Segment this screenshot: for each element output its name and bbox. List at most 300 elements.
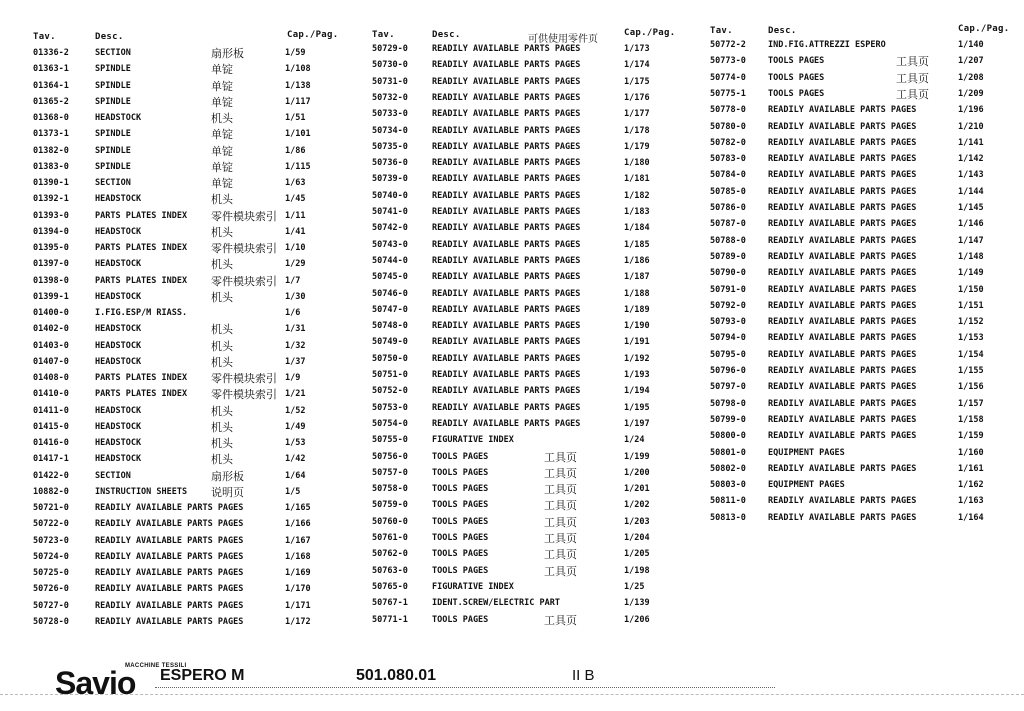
cap-page: 1/154	[958, 349, 984, 360]
cap-page: 1/155	[958, 366, 984, 376]
tav-number: 50784-0	[710, 170, 746, 181]
cap-page: 1/176	[624, 92, 650, 103]
cap-page: 1/152	[958, 317, 984, 328]
cap-page: 1/189	[624, 304, 650, 315]
chinese-description: 工具页	[544, 450, 577, 464]
cap-page: 1/108	[285, 64, 311, 75]
description: READILY AVAILABLE PARTS PAGES	[768, 251, 917, 262]
description: READILY AVAILABLE PARTS PAGES	[95, 568, 244, 578]
description: IND.FIG.ATTREZZI ESPERO	[768, 40, 886, 50]
chinese-description: 说明页	[211, 485, 244, 499]
cap-page: 1/177	[624, 109, 650, 120]
tav-number: 50788-0	[710, 235, 746, 246]
tav-number: 50748-0	[372, 321, 408, 332]
chinese-description: 机头	[211, 323, 233, 337]
cap-page: 1/169	[285, 568, 311, 578]
cap-page: 1/63	[285, 178, 306, 188]
description: TOOLS PAGES	[432, 500, 489, 511]
tav-number: 50782-0	[710, 137, 746, 148]
tav-number: 50733-0	[372, 109, 408, 120]
description: READILY AVAILABLE PARTS PAGES	[768, 121, 917, 132]
tav-number: 50792-0	[710, 300, 746, 311]
description: READILY AVAILABLE PARTS PAGES	[432, 239, 581, 250]
description: READILY AVAILABLE PARTS PAGES	[432, 337, 581, 348]
tav-number: 50725-0	[33, 568, 69, 578]
footer-rule	[155, 687, 775, 689]
tav-number: 50773-0	[710, 56, 746, 67]
description: READILY AVAILABLE PARTS PAGES	[768, 203, 917, 213]
cap-page: 1/187	[624, 272, 650, 283]
tav-number: 50798-0	[710, 398, 746, 409]
chinese-description: 单锭	[211, 63, 233, 77]
tav-number: 50730-0	[372, 60, 408, 71]
description: READILY AVAILABLE PARTS PAGES	[432, 125, 581, 136]
tav-number: 01411-0	[33, 405, 69, 416]
tav-number: 50729-0	[372, 44, 408, 54]
tav-number: 50793-0	[710, 317, 746, 328]
chinese-description: 扇形板	[211, 47, 244, 60]
description: READILY AVAILABLE PARTS PAGES	[432, 304, 581, 315]
description: READILY AVAILABLE PARTS PAGES	[768, 137, 917, 148]
cap-page: 1/101	[285, 129, 311, 140]
tav-number: 10882-0	[33, 486, 69, 497]
description: SPINDLE	[95, 80, 131, 91]
tav-number: 50794-0	[710, 333, 746, 344]
tav-number: 50803-0	[710, 480, 746, 491]
cap-page: 1/183	[624, 207, 650, 217]
chinese-description: 扇形板	[211, 469, 244, 483]
description: HEADSTOCK	[95, 324, 142, 335]
tav-number: 01383-0	[33, 161, 69, 172]
tav-number: 01363-1	[33, 64, 69, 75]
cap-page: 1/6	[285, 308, 301, 318]
tav-number: 50780-0	[710, 121, 746, 132]
cap-page: 1/206	[624, 614, 650, 625]
description: HEADSTOCK	[95, 356, 142, 367]
tav-number: 50802-0	[710, 463, 746, 474]
cap-page: 1/157	[958, 398, 984, 409]
chinese-description: 工具页	[544, 483, 577, 497]
cap-page: 1/49	[285, 421, 306, 432]
tav-number: 50732-0	[372, 92, 408, 103]
chinese-description: 工具页	[544, 466, 577, 480]
cap-page: 1/32	[285, 340, 306, 351]
description: PARTS PLATES INDEX	[95, 373, 188, 383]
description: READILY AVAILABLE PARTS PAGES	[432, 207, 581, 217]
cap-page: 1/139	[624, 598, 650, 609]
cap-page: 1/203	[624, 516, 650, 527]
description: READILY AVAILABLE PARTS PAGES	[432, 353, 581, 364]
tav-number: 50731-0	[372, 76, 408, 87]
description: HEADSTOCK	[95, 454, 142, 465]
cap-page: 1/209	[958, 88, 984, 99]
description: TOOLS PAGES	[432, 533, 489, 543]
chinese-description: 机头	[211, 355, 233, 369]
chinese-description: 机头	[211, 225, 233, 239]
cap-page: 1/140	[958, 40, 984, 50]
tav-number: 50722-0	[33, 519, 69, 530]
cap-page: 1/196	[958, 105, 984, 116]
description: READILY AVAILABLE PARTS PAGES	[768, 317, 917, 328]
description: READILY AVAILABLE PARTS PAGES	[768, 349, 917, 360]
chinese-description: 单锭	[211, 95, 233, 109]
description: READILY AVAILABLE PARTS PAGES	[432, 76, 581, 87]
description: READILY AVAILABLE PARTS PAGES	[768, 300, 917, 311]
chinese-description: 零件模块索引	[211, 372, 277, 385]
cap-page: 1/161	[958, 463, 984, 474]
cap-page: 1/159	[958, 431, 984, 442]
tav-number: 01415-0	[33, 421, 69, 432]
chinese-description: 零件模块索引	[211, 274, 277, 288]
description: READILY AVAILABLE PARTS PAGES	[432, 174, 581, 185]
description: READILY AVAILABLE PARTS PAGES	[432, 370, 581, 380]
description: EQUIPMENT PAGES	[768, 480, 845, 491]
chinese-description: 工具页	[544, 564, 577, 578]
cap-page: 1/5	[285, 486, 301, 497]
chinese-description: 工具页	[896, 87, 929, 101]
description: READILY AVAILABLE PARTS PAGES	[768, 431, 917, 442]
description: READILY AVAILABLE PARTS PAGES	[95, 551, 244, 562]
description: READILY AVAILABLE PARTS PAGES	[768, 219, 917, 230]
tav-number: 50754-0	[372, 418, 408, 429]
cap-page: 1/146	[958, 219, 984, 230]
description: READILY AVAILABLE PARTS PAGES	[432, 44, 581, 54]
tav-number: 50724-0	[33, 551, 69, 562]
description: READILY AVAILABLE PARTS PAGES	[432, 92, 581, 103]
description: READILY AVAILABLE PARTS PAGES	[432, 223, 581, 234]
description: SECTION	[95, 178, 131, 188]
description: SECTION	[95, 470, 131, 481]
description: READILY AVAILABLE PARTS PAGES	[768, 186, 917, 197]
chinese-description: 工具页	[544, 548, 577, 562]
cap-page: 1/167	[285, 535, 311, 546]
cap-page: 1/7	[285, 275, 301, 286]
description: TOOLS PAGES	[432, 467, 489, 478]
tav-number: 50772-2	[710, 40, 746, 50]
tav-number: 01403-0	[33, 340, 69, 351]
tav-number: 01395-0	[33, 243, 69, 253]
cap-page: 1/171	[285, 600, 311, 611]
tav-number: 50752-0	[372, 386, 408, 397]
description: HEADSTOCK	[95, 421, 142, 432]
cap-page: 1/158	[958, 414, 984, 425]
cap-page: 1/10	[285, 243, 306, 253]
description: SPINDLE	[95, 96, 131, 107]
tav-number: 01390-1	[33, 178, 69, 188]
tav-number: 01368-0	[33, 113, 69, 123]
chinese-description: 机头	[211, 290, 233, 304]
cap-page: 1/25	[624, 581, 645, 592]
chinese-description: 工具页	[544, 532, 577, 545]
cap-page: 1/163	[958, 496, 984, 507]
description: READILY AVAILABLE PARTS PAGES	[768, 414, 917, 425]
tav-number: 01365-2	[33, 96, 69, 107]
description: EQUIPMENT PAGES	[768, 447, 845, 458]
cap-page: 1/147	[958, 235, 984, 246]
header-cap-pag: Cap./Pag.	[624, 28, 676, 38]
cap-page: 1/186	[624, 255, 650, 266]
tav-number: 50799-0	[710, 414, 746, 425]
header-cap-pag: Cap./Pag.	[287, 30, 339, 40]
tav-number: 50721-0	[33, 503, 69, 513]
tav-number: 50795-0	[710, 349, 746, 360]
header-desc: Desc.	[95, 32, 124, 42]
description: READILY AVAILABLE PARTS PAGES	[768, 284, 917, 295]
cap-page: 1/31	[285, 324, 306, 335]
description: READILY AVAILABLE PARTS PAGES	[432, 272, 581, 283]
tav-number: 50783-0	[710, 154, 746, 165]
tav-number: 50741-0	[372, 207, 408, 217]
cap-page: 1/175	[624, 76, 650, 87]
cap-page: 1/59	[285, 48, 306, 58]
description: SPINDLE	[95, 64, 131, 75]
description: READILY AVAILABLE PARTS PAGES	[432, 158, 581, 169]
tav-number: 50726-0	[33, 584, 69, 595]
chinese-description: 单锭	[211, 160, 233, 174]
tav-number: 50744-0	[372, 255, 408, 266]
cap-page: 1/21	[285, 389, 306, 400]
cap-page: 1/42	[285, 454, 306, 465]
cap-page: 1/173	[624, 44, 650, 54]
description: READILY AVAILABLE PARTS PAGES	[432, 60, 581, 71]
logo-wordmark: Savio	[55, 665, 136, 701]
tav-number: 50747-0	[372, 304, 408, 315]
cap-page: 1/193	[624, 370, 650, 380]
cap-page: 1/174	[624, 60, 650, 71]
chinese-description: 零件模块索引	[211, 388, 277, 402]
cap-page: 1/53	[285, 438, 306, 448]
description: READILY AVAILABLE PARTS PAGES	[768, 333, 917, 344]
description: SPINDLE	[95, 129, 131, 140]
chinese-description: 工具页	[896, 55, 929, 69]
tav-number: 50778-0	[710, 105, 746, 116]
cap-page: 1/195	[624, 402, 650, 413]
tav-number: 50740-0	[372, 190, 408, 201]
cap-page: 1/30	[285, 291, 306, 302]
tav-number: 50761-0	[372, 533, 408, 543]
cap-page: 1/191	[624, 337, 650, 348]
tav-number: 50760-0	[372, 516, 408, 527]
cap-page: 1/149	[958, 268, 984, 279]
cap-page: 1/170	[285, 584, 311, 595]
description: SPINDLE	[95, 145, 131, 156]
cap-page: 1/198	[624, 565, 650, 576]
cap-page: 1/148	[958, 251, 984, 262]
description: SECTION	[95, 48, 131, 58]
cap-page: 1/172	[285, 616, 311, 627]
cap-page: 1/179	[624, 141, 650, 152]
description: READILY AVAILABLE PARTS PAGES	[768, 496, 917, 507]
tav-number: 50774-0	[710, 72, 746, 83]
tav-number: 50745-0	[372, 272, 408, 283]
machine-model: ESPERO M	[160, 667, 245, 684]
description: READILY AVAILABLE PARTS PAGES	[95, 503, 244, 513]
tav-number: 50746-0	[372, 288, 408, 299]
tav-number: 50765-0	[372, 581, 408, 592]
cap-page: 1/64	[285, 470, 306, 481]
cap-page: 1/142	[958, 154, 984, 165]
chinese-description: 单锭	[211, 144, 233, 158]
description: READILY AVAILABLE PARTS PAGES	[432, 418, 581, 429]
tav-number: 01397-0	[33, 259, 69, 270]
tav-number: 50749-0	[372, 337, 408, 348]
chinese-description: 单锭	[211, 128, 233, 142]
chinese-description: 零件模块索引	[211, 209, 277, 223]
tav-number: 50758-0	[372, 484, 408, 495]
tav-number: 01399-1	[33, 291, 69, 302]
description: READILY AVAILABLE PARTS PAGES	[768, 268, 917, 279]
tav-number: 50813-0	[710, 512, 746, 523]
description: TOOLS PAGES	[432, 614, 489, 625]
cap-page: 1/117	[285, 96, 311, 107]
cap-page: 1/160	[958, 447, 984, 458]
description: TOOLS PAGES	[432, 484, 489, 495]
cap-page: 1/138	[285, 80, 311, 91]
cap-page: 1/192	[624, 353, 650, 364]
description: HEADSTOCK	[95, 291, 142, 302]
tav-number: 50771-1	[372, 614, 408, 625]
description: READILY AVAILABLE PARTS PAGES	[432, 402, 581, 413]
description: READILY AVAILABLE PARTS PAGES	[768, 463, 917, 474]
tav-number: 50786-0	[710, 203, 746, 213]
description: READILY AVAILABLE PARTS PAGES	[432, 255, 581, 266]
cap-page: 1/45	[285, 194, 306, 205]
tav-number: 01373-1	[33, 129, 69, 140]
description: TOOLS PAGES	[768, 72, 825, 83]
description: PARTS PLATES INDEX	[95, 275, 188, 286]
description: READILY AVAILABLE PARTS PAGES	[95, 519, 244, 530]
description: READILY AVAILABLE PARTS PAGES	[768, 105, 917, 116]
description: READILY AVAILABLE PARTS PAGES	[768, 154, 917, 165]
tav-number: 50790-0	[710, 268, 746, 279]
tav-number: 50736-0	[372, 158, 408, 169]
description: TOOLS PAGES	[432, 516, 489, 527]
header-tav: Tav.	[710, 26, 733, 36]
tav-number: 50751-0	[372, 370, 408, 380]
chinese-description: 机头	[211, 453, 233, 467]
tav-number: 50757-0	[372, 467, 408, 478]
cap-page: 1/194	[624, 386, 650, 397]
cap-page: 1/204	[624, 533, 650, 543]
description: FIGURATIVE INDEX	[432, 581, 514, 592]
description: READILY AVAILABLE PARTS PAGES	[432, 109, 581, 120]
description: SPINDLE	[95, 161, 131, 172]
description: INSTRUCTION SHEETS	[95, 486, 188, 497]
cap-page: 1/190	[624, 321, 650, 332]
description: READILY AVAILABLE PARTS PAGES	[768, 382, 917, 393]
description: TOOLS PAGES	[432, 565, 489, 576]
description: READILY AVAILABLE PARTS PAGES	[768, 170, 917, 181]
chinese-description: 单锭	[211, 177, 233, 190]
description: HEADSTOCK	[95, 194, 142, 205]
description: READILY AVAILABLE PARTS PAGES	[768, 398, 917, 409]
description: HEADSTOCK	[95, 438, 142, 448]
tav-number: 50763-0	[372, 565, 408, 576]
cap-page: 1/9	[285, 373, 301, 383]
description: HEADSTOCK	[95, 405, 142, 416]
chinese-description: 机头	[211, 112, 233, 125]
description: PARTS PLATES INDEX	[95, 210, 188, 221]
description: TOOLS PAGES	[432, 451, 489, 462]
cap-page: 1/145	[958, 203, 984, 213]
description: I.FIG.ESP/M RIASS.	[95, 308, 188, 318]
tav-number: 50727-0	[33, 600, 69, 611]
cap-page: 1/41	[285, 226, 306, 237]
tav-number: 50756-0	[372, 451, 408, 462]
logo-subtitle: MACCHINE TESSILI	[125, 663, 187, 669]
cap-page: 1/37	[285, 356, 306, 367]
cap-page: 1/86	[285, 145, 306, 156]
footer	[0, 651, 1024, 711]
tav-number: 50728-0	[33, 616, 69, 627]
tav-number: 50796-0	[710, 366, 746, 376]
chinese-description: 机头	[211, 193, 233, 207]
description: PARTS PLATES INDEX	[95, 243, 188, 253]
description: READILY AVAILABLE PARTS PAGES	[432, 288, 581, 299]
cap-page: 1/205	[624, 549, 650, 560]
cap-page: 1/143	[958, 170, 984, 181]
cap-page: 1/197	[624, 418, 650, 429]
tav-number: 50789-0	[710, 251, 746, 262]
description: READILY AVAILABLE PARTS PAGES	[95, 584, 244, 595]
tav-number: 50743-0	[372, 239, 408, 250]
description: READILY AVAILABLE PARTS PAGES	[432, 386, 581, 397]
tav-number: 50734-0	[372, 125, 408, 136]
cap-page: 1/24	[624, 435, 645, 446]
tav-number: 50767-1	[372, 598, 408, 609]
tav-number: 50797-0	[710, 382, 746, 393]
description: IDENT.SCREW/ELECTRIC PART	[432, 598, 560, 609]
tav-number: 50750-0	[372, 353, 408, 364]
tav-number: 01398-0	[33, 275, 69, 286]
cap-page: 1/180	[624, 158, 650, 169]
cap-page: 1/182	[624, 190, 650, 201]
header-tav: Tav.	[372, 30, 395, 40]
description: TOOLS PAGES	[432, 549, 489, 560]
cap-page: 1/51	[285, 113, 306, 123]
tav-number: 50739-0	[372, 174, 408, 185]
tav-number: 01422-0	[33, 470, 69, 481]
tav-number: 01408-0	[33, 373, 69, 383]
tav-number: 01400-0	[33, 308, 69, 318]
cap-page: 1/164	[958, 512, 984, 523]
description: HEADSTOCK	[95, 226, 142, 237]
chinese-description: 机头	[211, 258, 233, 272]
chinese-description: 工具页	[544, 613, 577, 627]
description: READILY AVAILABLE PARTS PAGES	[768, 366, 917, 376]
cap-page: 1/185	[624, 239, 650, 250]
tav-number: 50785-0	[710, 186, 746, 197]
cap-page: 1/11	[285, 210, 306, 221]
description: READILY AVAILABLE PARTS PAGES	[95, 600, 244, 611]
tav-number: 50800-0	[710, 431, 746, 442]
tav-number: 50759-0	[372, 500, 408, 511]
cap-page: 1/141	[958, 137, 984, 148]
description: HEADSTOCK	[95, 113, 142, 123]
tav-number: 50791-0	[710, 284, 746, 295]
cap-page: 1/156	[958, 382, 984, 393]
section-number: II B	[572, 667, 595, 684]
cap-page: 1/210	[958, 121, 984, 132]
cap-page: 1/168	[285, 551, 311, 562]
description: HEADSTOCK	[95, 340, 142, 351]
cap-page: 1/115	[285, 161, 311, 172]
tav-number: 50755-0	[372, 435, 408, 446]
cap-page: 1/208	[958, 72, 984, 83]
cap-page: 1/165	[285, 503, 311, 513]
cap-page: 1/52	[285, 405, 306, 416]
tav-number: 50801-0	[710, 447, 746, 458]
